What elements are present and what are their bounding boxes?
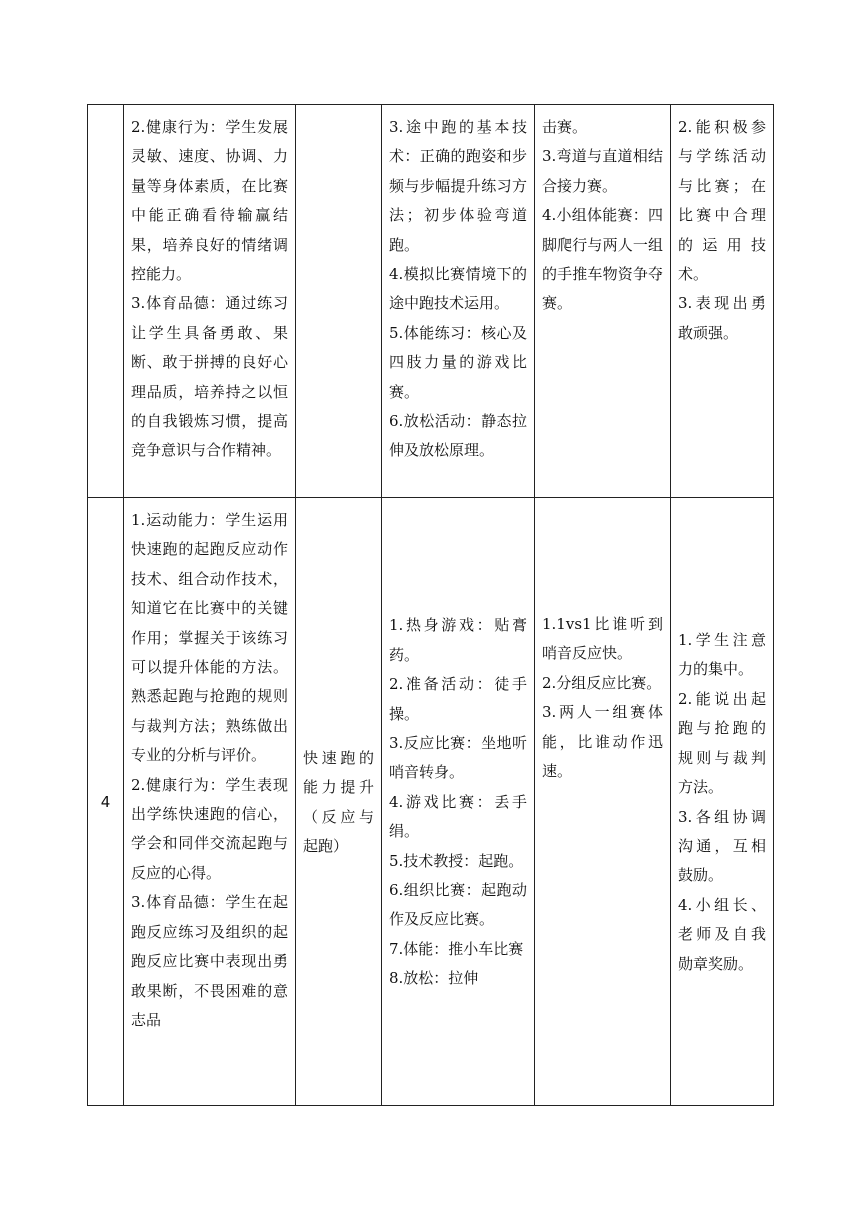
objectives-cell (124, 105, 296, 498)
evaluation-item: 1.学生注意力的集中。 (678, 631, 766, 679)
content-item: 6.放松活动：静态拉伸及放松原理。 (389, 412, 527, 460)
evaluation-item: 3.表现出勇敢顽强。 (678, 294, 766, 342)
evaluation-item: 2.能积极参与学练活动与比赛；在比赛中合理的运用技术。 (678, 118, 766, 284)
content-cell (382, 105, 535, 498)
competition-item: 2.分组反应比赛。 (542, 673, 662, 692)
content-item: 5.体能练习：核心及四肢力量的游戏比赛。 (389, 323, 527, 401)
evaluation-item: 2.能说出起跑与抢跑的规则与裁判方法。 (678, 689, 766, 797)
objective-item: 2.健康行为：学生表现出学练快速跑的信心，学会和同伴交流起跑与反应的心得。 (131, 775, 288, 882)
lesson-number-cell: 4 (88, 498, 124, 1106)
competition-cell (535, 105, 671, 498)
lesson-plan-table (87, 104, 774, 1106)
content-cell (382, 498, 535, 1106)
objective-item: 2.健康行为：学生发展灵敏、速度、协调、力量等身体素质，在比赛中能正确看待输赢结果，培养良好的情绪调控能力。 (131, 118, 288, 284)
topic-cell: 快速跑的能力提升（反应与起跑） (296, 498, 382, 1106)
competition-item: 击赛。 (542, 118, 588, 136)
objectives-cell (124, 498, 296, 1106)
objective-item: 1.运动能力：学生运用快速跑的起跑反应动作技术、组合动作技术，知道它在比赛中的关键作用；掌握关于该练习可以提升体能的方法。熟悉起跑与抢跑的规则与裁判方法；熟练做出专业的分析与评价。 (131, 511, 288, 765)
content-item: 6.组织比赛：起跑动作及反应比赛。 (389, 881, 527, 929)
content-item: 5.技术教授：起跑。 (389, 851, 524, 870)
content-item: 4.模拟比赛情境下的途中跑技术运用。 (389, 265, 527, 313)
table-row (88, 105, 774, 498)
content-item: 8.放松：拉伸 (389, 969, 479, 988)
evaluation-item: 4.小组长、老师及自我勋章奖励。 (678, 895, 766, 973)
content-item: 1.热身游戏：贴膏药。 (389, 616, 527, 664)
objective-item: 3.体育品德：通过练习让学生具备勇敢、果断、敢于拼搏的良好心理品质，培养持之以恒的自我锻炼习惯，提高竞争意识与合作精神。 (131, 294, 288, 460)
competition-item: 4.小组体能赛：四脚爬行与两人一组的手推车物资争夺赛。 (542, 206, 663, 313)
topic-cell (296, 105, 382, 498)
table-row (88, 498, 774, 1106)
competition-item: 3.两人一组赛体能，比谁动作迅速。 (542, 703, 663, 781)
lesson-number-cell (88, 105, 124, 498)
content-item: 2.准备活动：徒手操。 (389, 675, 527, 723)
evaluation-cell (671, 105, 774, 498)
evaluation-cell (671, 498, 774, 1106)
evaluation-item: 3.各组协调沟通，互相鼓励。 (678, 807, 766, 885)
content-item: 3.反应比赛：坐地听哨音转身。 (389, 733, 527, 782)
competition-item: 1.1vs1比谁听到哨音反应快。 (542, 615, 663, 663)
content-item: 4.游戏比赛：丢手绢。 (389, 792, 527, 841)
content-item: 3.途中跑的基本技术：正确的跑姿和步频与步幅提升练习方法；初步体验弯道跑。 (389, 118, 527, 254)
objective-item: 3.体育品德：学生在起跑反应练习及组织的起跑反应比赛中表现出勇敢果断，不畏困难的意志品 (131, 893, 288, 1029)
content-item: 7.体能：推小车比赛 (389, 939, 524, 958)
competition-cell (535, 498, 671, 1106)
competition-item: 3.弯道与直道相结合接力赛。 (542, 147, 663, 195)
